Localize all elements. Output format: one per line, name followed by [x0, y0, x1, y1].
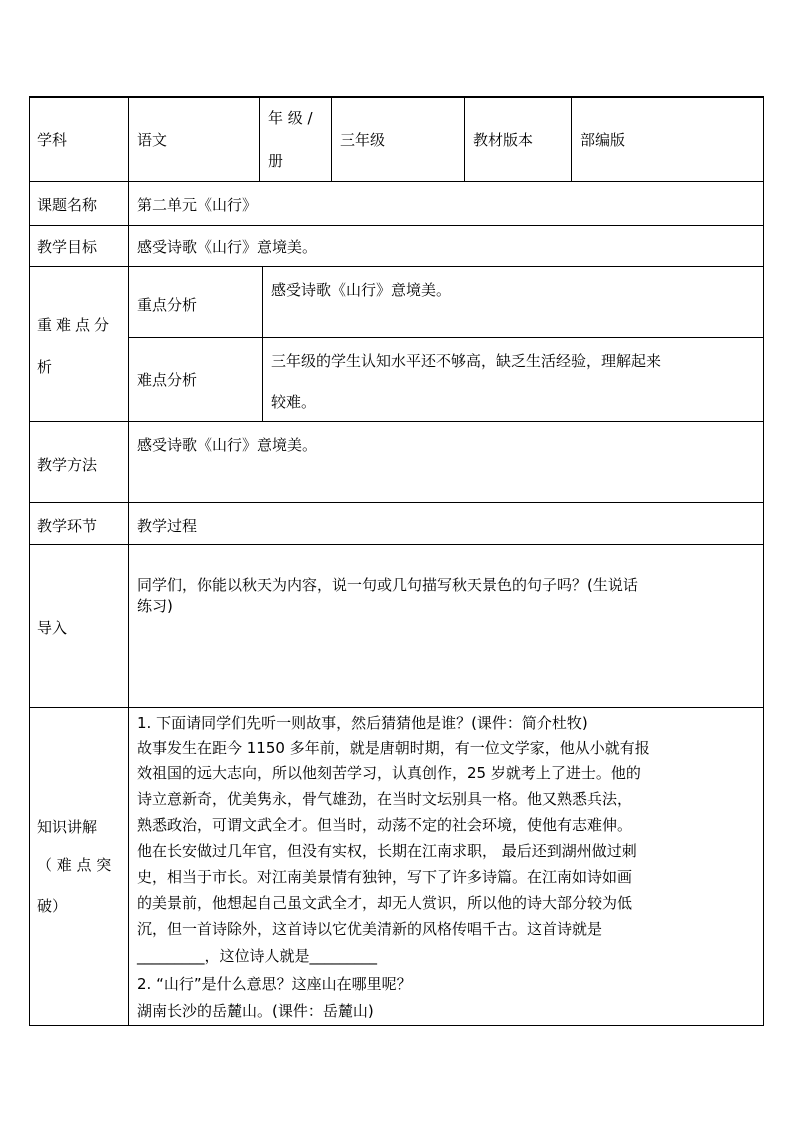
row-divider — [29, 266, 764, 267]
edition-value: 部编版 — [580, 131, 626, 149]
row-divider — [29, 421, 764, 422]
col-divider — [262, 266, 263, 422]
key-points-label-line2: 析 — [37, 358, 53, 376]
knowledge-label-line2: （ 难 点 突 — [37, 856, 112, 874]
grade-label-line2: 册 — [268, 152, 284, 170]
knowledge-line: _________，这位诗人就是_________ — [137, 947, 378, 965]
col-divider — [259, 96, 260, 182]
knowledge-line: 的美景前，他想起自己虽文武全才，却无人赏识，所以他的诗大部分较为低 — [137, 894, 633, 912]
focus-value: 感受诗歌《山行》意境美。 — [271, 281, 452, 299]
goal-label: 教学目标 — [37, 238, 98, 256]
knowledge-line: 1. 下面请同学们先听一则故事，然后猜猜他是谁？(课件：简介杜牧) — [137, 714, 588, 732]
process-label: 教学过程 — [137, 517, 198, 535]
grade-label-line1: 年 级 / — [268, 109, 313, 127]
row-divider — [29, 502, 764, 503]
subject-value: 语文 — [137, 131, 168, 149]
row-divider — [29, 707, 764, 708]
difficulty-line-1: 三年级的学生认知水平还不够高，缺乏生活经验，理解起来 — [271, 352, 662, 370]
goal-value: 感受诗歌《山行》意境美。 — [137, 238, 318, 256]
knowledge-label-line3: 破） — [37, 897, 68, 915]
knowledge-line: 2. “山行”是什么意思？这座山在哪里呢？ — [137, 975, 412, 993]
difficulty-label: 难点分析 — [137, 371, 198, 389]
table-border-right — [763, 96, 764, 1026]
table-border-top — [29, 96, 764, 98]
table-border-left — [29, 96, 30, 1026]
topic-value: 第二单元《山行》 — [137, 196, 258, 214]
knowledge-line: 史，相当于市长。对江南美景情有独钟，写下了许多诗篇。在江南如诗如画 — [137, 868, 633, 886]
focus-label: 重点分析 — [137, 296, 198, 314]
col-divider — [464, 96, 465, 182]
knowledge-line: 诗立意新奇，优美隽永，骨气雄劲，在当时文坛别具一格。他又熟悉兵法， — [137, 790, 633, 808]
intro-line-2: 练习) — [137, 597, 173, 615]
key-points-label-line1: 重难点分 — [37, 316, 114, 334]
method-label: 教学方法 — [37, 456, 98, 474]
topic-label: 课题名称 — [37, 196, 98, 214]
row-divider — [29, 225, 764, 226]
knowledge-line: 沉，但一首诗除外，这首诗以它优美清新的风格传唱千古。这首诗就是 — [137, 920, 603, 938]
subject-label: 学科 — [37, 131, 68, 149]
method-value: 感受诗歌《山行》意境美。 — [137, 436, 318, 454]
intro-label: 导入 — [37, 619, 68, 637]
knowledge-line: 效祖国的远大志向，所以他刻苦学习，认真创作，25 岁就考上了进士。他的 — [137, 764, 641, 782]
knowledge-line: 熟悉政治，可谓文武全才。但当时，动荡不定的社会环境，使他有志难伸。 — [137, 816, 633, 834]
row-divider — [128, 337, 764, 338]
knowledge-line: 他在长安做过几年官，但没有实权，长期在江南求职， 最后还到湖州做过刺 — [137, 842, 637, 860]
knowledge-line: 湖南长沙的岳麓山。(课件：岳麓山) — [137, 1002, 374, 1020]
grade-value: 三年级 — [340, 131, 386, 149]
knowledge-line: 故事发生在距今 1150 多年前，就是唐朝时期，有一位文学家，他从小就有报 — [137, 739, 650, 757]
table-border-bottom — [29, 1025, 764, 1026]
col-divider — [571, 96, 572, 182]
row-divider — [29, 181, 764, 182]
stage-label: 教学环节 — [37, 517, 98, 535]
difficulty-line-2: 较难。 — [271, 393, 317, 411]
knowledge-label-line1: 知识讲解 — [37, 818, 98, 836]
edition-label: 教材版本 — [473, 131, 534, 149]
col-divider — [128, 96, 129, 1026]
row-divider — [29, 544, 764, 545]
col-divider — [331, 96, 332, 182]
intro-line-1: 同学们，你能以秋天为内容，说一句或几句描写秋天景色的句子吗？(生说话 — [137, 576, 638, 594]
